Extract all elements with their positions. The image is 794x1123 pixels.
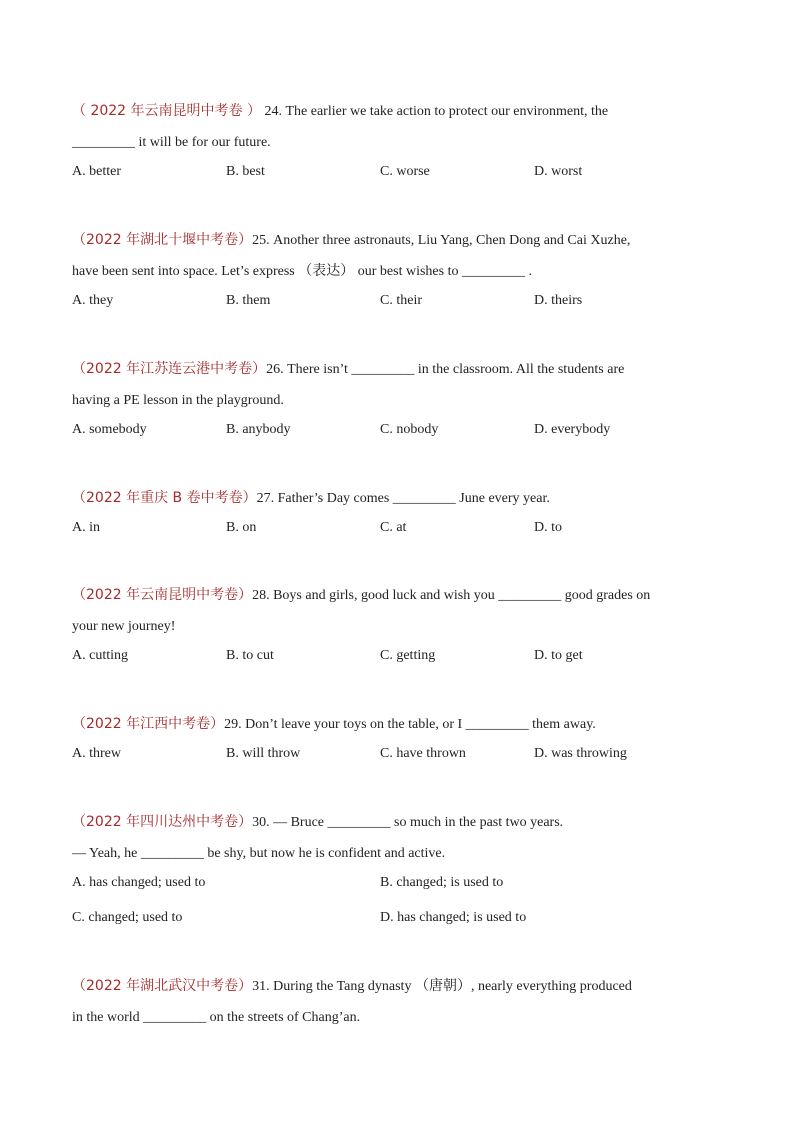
question-stem [72,807,722,869]
question-text-line1: 27. Father’s Day comes _________ June every year. [256,491,550,506]
question-text-line1: 31. During the Tang dynasty （唐朝）, nearly everything produced [252,979,632,994]
option-c: C. getting [380,648,436,663]
question-27 [72,483,722,538]
option-c: C. their [380,293,422,308]
question-source: （2022 年江苏连云港中考卷） [72,361,267,377]
options-row [72,646,722,666]
question-text-line2: in the world _________ on the streets of Chang’an. [72,1010,361,1025]
question-stem [72,354,722,416]
option-b: B. anybody [226,422,291,437]
options-row [72,162,722,182]
option-b: B. will throw [226,746,301,761]
question-text-line1: 25. Another three astronauts, Liu Yang, Chen Dong and Cai Xuzhe, [252,233,631,248]
options-row [72,518,722,538]
question-text-line1: 30. — Bruce _________ so much in the past two years. [252,815,564,830]
option-d: D. was throwing [534,746,627,761]
question-text-line2: _________ it will be for our future. [72,135,271,150]
question-stem [72,580,722,642]
question-text-line2: having a PE lesson in the playground. [72,393,284,408]
question-source: （2022 年云南昆明中考卷） [72,587,253,603]
option-c: C. nobody [380,422,439,437]
option-d: D. theirs [534,293,583,308]
question-text-line2: have been sent into space. Let’s express （表达） our best wishes to _________ . [72,264,532,279]
question-stem [72,96,722,158]
option-c: C. have thrown [380,746,466,761]
option-d: D. has changed; is used to [380,910,527,925]
question-29 [72,709,722,764]
question-text-line2: your new journey! [72,619,176,634]
question-text-line1: 26. There isn’t _________ in the classroom. All the students are [266,362,625,377]
question-text-line2: — Yeah, he _________ be shy, but now he is confident and active. [72,846,446,861]
option-d: D. to get [534,648,583,663]
question-stem [72,483,722,514]
option-b: B. best [226,164,265,179]
question-source: （2022 年江西中考卷） [72,716,225,732]
question-source: （2022 年重庆 B 卷中考卷） [72,490,257,506]
options-row [72,291,722,311]
option-a: A. threw [72,746,121,761]
question-25 [72,225,722,311]
question-source: （2022 年四川达州中考卷） [72,814,253,830]
question-stem [72,709,722,740]
option-c: C. at [380,520,407,535]
question-stem [72,225,722,287]
option-d: D. to [534,520,562,535]
option-d: D. everybody [534,422,611,437]
question-28 [72,580,722,666]
question-30 [72,807,722,943]
question-text-line1: 24. The earlier we take action to protect our environment, the [260,104,609,119]
question-24 [72,96,722,182]
option-a: A. in [72,520,100,535]
question-26 [72,354,722,440]
option-b: B. changed; is used to [380,875,504,890]
options-grid [72,873,722,943]
options-row [72,744,722,764]
option-b: B. to cut [226,648,274,663]
option-c: C. changed; used to [72,910,183,925]
option-b: B. on [226,520,257,535]
option-a: A. better [72,164,121,179]
option-a: A. somebody [72,422,147,437]
option-a: A. has changed; used to [72,875,206,890]
question-text-line1: 29. Don’t leave your toys on the table, or I _________ them away. [224,717,596,732]
question-stem [72,971,722,1033]
option-b: B. them [226,293,271,308]
option-a: A. they [72,293,114,308]
options-row [72,420,722,440]
option-c: C. worse [380,164,430,179]
question-source: （2022 年湖北武汉中考卷） [72,978,253,994]
question-source: （2022 年湖北十堰中考卷） [72,232,253,248]
option-a: A. cutting [72,648,128,663]
question-text-line1: 28. Boys and girls, good luck and wish you _________ good grades on [252,588,651,603]
question-source: （ 2022 年云南昆明中考卷 ） [72,103,261,119]
question-31 [72,971,722,1033]
option-d: D. worst [534,164,583,179]
